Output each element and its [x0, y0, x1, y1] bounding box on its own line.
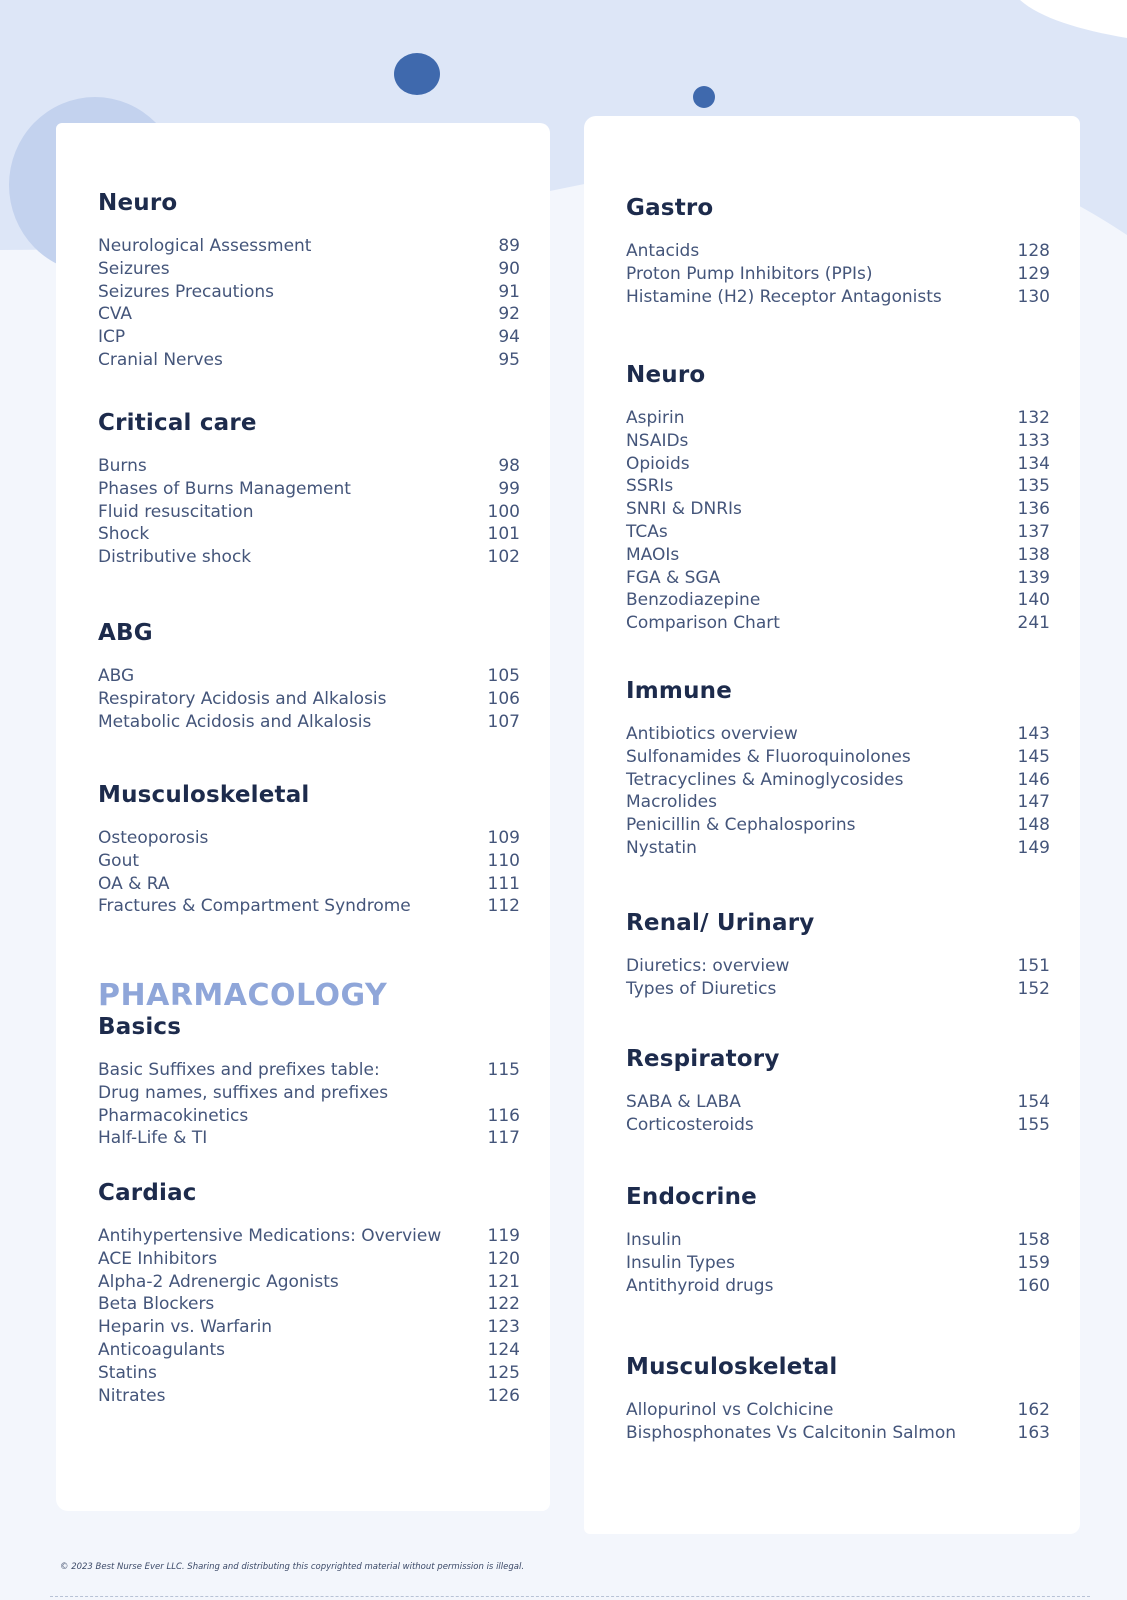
toc-entry[interactable]	[98, 546, 520, 569]
entry-page: 116	[487, 1105, 520, 1126]
toc-entry[interactable]	[626, 746, 1050, 769]
toc-list	[626, 1091, 1050, 1137]
toc-list	[98, 827, 520, 918]
toc-entry[interactable]	[98, 895, 520, 918]
entry-page: 95	[498, 349, 520, 370]
toc-entry[interactable]	[626, 263, 1050, 286]
toc-list	[626, 955, 1050, 1001]
entry-label: ABG	[98, 666, 135, 686]
toc-list	[626, 1399, 1050, 1445]
entry-page: 132	[1017, 408, 1050, 428]
entry-page: 111	[487, 873, 520, 894]
entry-label: Tetracyclines & Aminoglycosides	[626, 769, 904, 790]
entry-page: 139	[1017, 567, 1050, 588]
toc-entry[interactable]	[626, 521, 1050, 544]
entry-label: Drug names, suffixes and prefixes	[98, 1082, 389, 1103]
toc-list	[626, 407, 1050, 635]
entry-label: Sulfonamides & Fluoroquinolones	[626, 746, 911, 767]
toc-section-endocrine	[626, 1183, 1050, 1297]
entry-label: Metabolic Acidosis and Alkalosis	[98, 711, 372, 732]
entry-page: 143	[1017, 724, 1050, 744]
entry-label: Penicillin & Cephalosporins	[626, 815, 856, 836]
entry-label: Osteoporosis	[98, 828, 209, 848]
entry-page: 107	[487, 711, 520, 732]
entry-page: 126	[487, 1385, 520, 1406]
entry-label: Phases of Burns Management	[98, 478, 351, 499]
entry-label: Half-Life & TI	[98, 1128, 208, 1149]
entry-page: 120	[487, 1248, 520, 1269]
entry-label: Distributive shock	[98, 547, 252, 568]
entry-label: Seizures Precautions	[98, 281, 274, 302]
toc-section-immune	[626, 677, 1050, 860]
entry-page: 134	[1017, 453, 1050, 474]
entry-label: Heparin vs. Warfarin	[98, 1317, 273, 1338]
entry-page: 106	[487, 688, 520, 709]
toc-list	[98, 455, 520, 569]
entry-label: MAOIs	[626, 544, 680, 565]
toc-card-right	[584, 116, 1080, 1534]
entry-page: 163	[1017, 1422, 1050, 1443]
toc-entry[interactable]	[98, 501, 520, 524]
entry-label: Shock	[98, 524, 150, 545]
entry-page: 140	[1017, 590, 1050, 611]
entry-label: ICP	[98, 327, 126, 348]
toc-section-cardiac	[98, 1179, 520, 1407]
toc-entry[interactable]	[98, 1127, 520, 1150]
toc-entry[interactable]	[626, 723, 1050, 746]
entry-label: Anticoagulants	[98, 1339, 225, 1360]
entry-page: 117	[487, 1128, 520, 1149]
entry-label: Insulin	[626, 1230, 682, 1250]
section-heading: Musculoskeletal	[98, 782, 310, 808]
toc-entry[interactable]	[98, 1385, 520, 1408]
toc-section-respiratory	[626, 1045, 1050, 1137]
toc-entry[interactable]	[626, 1114, 1050, 1137]
entry-page: 146	[1017, 769, 1050, 790]
entry-label: Basic Suffixes and prefixes table:	[98, 1060, 380, 1080]
toc-list	[98, 1059, 520, 1150]
entry-label: SABA & LABA	[626, 1092, 741, 1112]
entry-label: Types of Diuretics	[626, 978, 777, 999]
entry-page: 101	[487, 524, 520, 545]
entry-label: Statins	[98, 1362, 157, 1383]
toc-entry[interactable]	[98, 1316, 520, 1339]
toc-entry[interactable]	[98, 523, 520, 546]
section-heading: Neuro	[626, 362, 706, 388]
toc-entry[interactable]	[98, 873, 520, 896]
entry-page: 121	[487, 1271, 520, 1292]
entry-label: Comparison Chart	[626, 613, 780, 634]
entry-page: 91	[498, 281, 520, 302]
toc-entry[interactable]	[626, 814, 1050, 837]
entry-label: Cranial Nerves	[98, 349, 223, 370]
entry-page: 154	[1017, 1092, 1050, 1112]
toc-entry[interactable]	[626, 407, 1050, 430]
entry-page: 109	[487, 828, 520, 848]
entry-page: 149	[1017, 837, 1050, 858]
entry-label: Alpha-2 Adrenergic Agonists	[98, 1271, 339, 1292]
entry-page: 125	[487, 1362, 520, 1383]
entry-label: Gout	[98, 850, 140, 871]
toc-entry[interactable]	[626, 567, 1050, 590]
section-heading: Musculoskeletal	[626, 1354, 838, 1380]
toc-entry[interactable]	[98, 850, 520, 873]
toc-entry[interactable]	[626, 1422, 1050, 1445]
section-heading: ABG	[98, 620, 153, 646]
entry-page: 158	[1017, 1230, 1050, 1250]
entry-page: 122	[487, 1294, 520, 1315]
toc-card-left	[56, 123, 550, 1511]
entry-page: 147	[1017, 792, 1050, 813]
toc-entry[interactable]	[626, 430, 1050, 453]
toc-section-gastro	[626, 194, 1050, 308]
entry-label: Fluid resuscitation	[98, 501, 254, 522]
toc-entry[interactable]	[98, 827, 520, 850]
toc-entry[interactable]	[98, 711, 520, 734]
toc-entry[interactable]	[98, 281, 520, 304]
pharmacology-title: PHARMACOLOGY	[98, 978, 388, 1013]
entry-page: 136	[1017, 499, 1050, 520]
toc-entry[interactable]	[98, 665, 520, 688]
entry-label: Diuretics: overview	[626, 956, 790, 976]
toc-entry[interactable]	[98, 1105, 520, 1128]
entry-label: Antacids	[626, 241, 700, 261]
toc-section-pharmacology-basics	[98, 979, 520, 1150]
entry-page: 152	[1017, 978, 1050, 999]
section-heading: Critical care	[98, 410, 257, 436]
entry-label: Antibiotics overview	[626, 724, 798, 744]
entry-label: Burns	[98, 456, 147, 476]
entry-label: Antihypertensive Medications: Overview	[98, 1226, 442, 1246]
toc-entry[interactable]	[626, 769, 1050, 792]
entry-label: OA & RA	[98, 873, 170, 894]
dot-large	[394, 53, 440, 95]
entry-label: Respiratory Acidosis and Alkalosis	[98, 688, 387, 709]
entry-page: 98	[498, 456, 520, 476]
section-heading: Respiratory	[626, 1046, 780, 1072]
entry-page: 138	[1017, 544, 1050, 565]
toc-entry[interactable]	[626, 1091, 1050, 1114]
toc-entry[interactable]	[626, 978, 1050, 1001]
entry-page: 112	[487, 896, 520, 917]
entry-page: 155	[1017, 1114, 1050, 1135]
entry-label: Neurological Assessment	[98, 236, 312, 256]
entry-page: 89	[498, 236, 520, 256]
toc-entry[interactable]	[626, 498, 1050, 521]
toc-entry[interactable]	[626, 791, 1050, 814]
entry-label: Nitrates	[98, 1385, 166, 1406]
entry-label: Aspirin	[626, 408, 685, 428]
entry-page: 94	[498, 327, 520, 348]
toc-entry[interactable]	[626, 837, 1050, 860]
entry-label: Antithyroid drugs	[626, 1275, 774, 1296]
toc-entry[interactable]	[626, 589, 1050, 612]
entry-page: 99	[498, 478, 520, 499]
section-heading: Endocrine	[626, 1184, 757, 1210]
entry-page: 130	[1017, 286, 1050, 307]
toc-entry[interactable]	[98, 1082, 520, 1105]
toc-entry[interactable]	[98, 478, 520, 501]
toc-entry[interactable]	[98, 1362, 520, 1385]
section-heading: Basics	[98, 1014, 182, 1040]
toc-entry[interactable]	[626, 240, 1050, 263]
entry-label: Proton Pump Inhibitors (PPIs)	[626, 263, 873, 284]
entry-page: 110	[487, 850, 520, 871]
section-heading: Cardiac	[98, 1180, 197, 1206]
entry-page: 90	[498, 258, 520, 279]
toc-section-neuro-pharm	[626, 361, 1050, 635]
entry-page: 105	[487, 666, 520, 686]
entry-page: 92	[498, 304, 520, 325]
toc-list	[98, 235, 520, 372]
entry-label: Allopurinol vs Colchicine	[626, 1400, 834, 1420]
section-heading: Gastro	[626, 195, 714, 221]
entry-label: Macrolides	[626, 792, 718, 813]
toc-section-critical-care	[98, 409, 520, 569]
entry-page: 102	[487, 547, 520, 568]
toc-list	[98, 1225, 520, 1407]
entry-page: 133	[1017, 430, 1050, 451]
toc-entry[interactable]	[98, 303, 520, 326]
toc-list	[626, 240, 1050, 308]
entry-label: Corticosteroids	[626, 1114, 754, 1135]
section-heading: Renal/ Urinary	[626, 910, 815, 936]
toc-entry[interactable]	[626, 544, 1050, 567]
bottom-divider	[50, 1596, 1090, 1597]
toc-entry[interactable]	[98, 235, 520, 258]
entry-label: Beta Blockers	[98, 1294, 215, 1315]
entry-page: 137	[1017, 521, 1050, 542]
entry-page: 124	[487, 1339, 520, 1360]
entry-label: Pharmacokinetics	[98, 1105, 249, 1126]
entry-page: 241	[1017, 613, 1050, 634]
entry-label: Opioids	[626, 453, 690, 474]
entry-page: 145	[1017, 746, 1050, 767]
toc-entry[interactable]	[626, 286, 1050, 309]
copyright-footer: © 2023 Best Nurse Ever LLC. Sharing and distributing this copyrighted material without permission is illegal.	[60, 1562, 525, 1572]
entry-page: 119	[487, 1226, 520, 1246]
entry-label: CVA	[98, 304, 133, 325]
entry-label: NSAIDs	[626, 430, 689, 451]
entry-page: 135	[1017, 476, 1050, 497]
toc-entry[interactable]	[98, 1339, 520, 1362]
section-heading: Immune	[626, 678, 733, 704]
entry-label: FGA & SGA	[626, 567, 721, 588]
toc-entry[interactable]	[98, 1059, 520, 1082]
entry-page: 151	[1017, 956, 1050, 976]
entry-label: Seizures	[98, 258, 170, 279]
dot-small	[693, 86, 715, 108]
toc-list	[626, 1229, 1050, 1297]
toc-list	[626, 723, 1050, 860]
entry-page: 123	[487, 1317, 520, 1338]
entry-label: SSRIs	[626, 476, 674, 497]
entry-page: 160	[1017, 1275, 1050, 1296]
toc-entry[interactable]	[626, 1399, 1050, 1422]
toc-entry[interactable]	[626, 453, 1050, 476]
entry-page: 148	[1017, 815, 1050, 836]
section-heading: Neuro	[98, 190, 178, 216]
toc-entry[interactable]	[98, 1271, 520, 1294]
entry-label: Benzodiazepine	[626, 590, 761, 611]
entry-page: 115	[487, 1060, 520, 1080]
toc-section-musculoskeletal-pharm	[626, 1353, 1050, 1445]
entry-page: 128	[1017, 241, 1050, 261]
toc-entry[interactable]	[626, 1229, 1050, 1252]
toc-entry[interactable]	[98, 455, 520, 478]
toc-entry[interactable]	[626, 612, 1050, 635]
toc-entry[interactable]	[98, 326, 520, 349]
toc-list	[98, 665, 520, 733]
entry-label: Histamine (H2) Receptor Antagonists	[626, 286, 942, 307]
entry-label: SNRI & DNRIs	[626, 499, 742, 520]
toc-entry[interactable]	[98, 1225, 520, 1248]
toc-entry[interactable]	[626, 475, 1050, 498]
entry-label: Bisphosphonates Vs Calcitonin Salmon	[626, 1422, 956, 1443]
toc-entry[interactable]	[98, 258, 520, 281]
entry-label: Insulin Types	[626, 1252, 735, 1273]
entry-page: 100	[487, 501, 520, 522]
entry-page: 129	[1017, 263, 1050, 284]
toc-section-musculoskeletal	[98, 781, 520, 918]
entry-label: Fractures & Compartment Syndrome	[98, 896, 411, 917]
toc-entry[interactable]	[98, 1293, 520, 1316]
toc-entry[interactable]	[98, 349, 520, 372]
toc-section-renal-urinary	[626, 909, 1050, 1001]
entry-label: Nystatin	[626, 837, 697, 858]
toc-entry[interactable]	[626, 1252, 1050, 1275]
toc-section-abg	[98, 619, 520, 733]
toc-entry[interactable]	[98, 688, 520, 711]
toc-entry[interactable]	[98, 1248, 520, 1271]
toc-entry[interactable]	[626, 955, 1050, 978]
toc-section-neuro	[98, 189, 520, 372]
entry-label: TCAs	[626, 521, 668, 542]
entry-label: ACE Inhibitors	[98, 1248, 218, 1269]
entry-page: 159	[1017, 1252, 1050, 1273]
entry-page: 162	[1017, 1400, 1050, 1420]
toc-entry[interactable]	[626, 1275, 1050, 1298]
